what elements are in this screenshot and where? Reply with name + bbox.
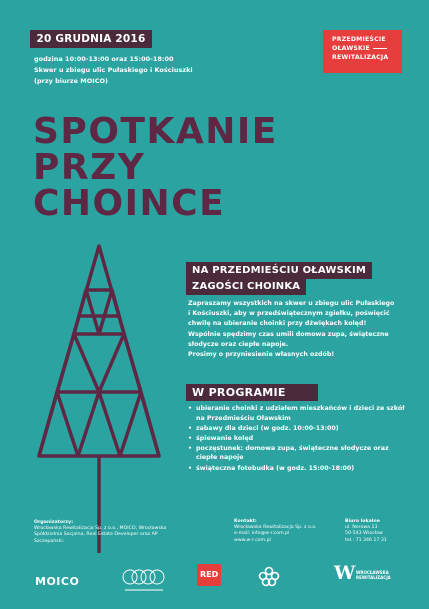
intro-text	[188, 299, 398, 360]
title-line1: SPOTKANIE	[33, 111, 278, 152]
circles-logo-icon	[121, 565, 167, 595]
christmas-tree-icon	[26, 238, 166, 558]
event-place-line1: Skwer u zbiegu ulic Pułaskiego i Kościuszki	[34, 66, 193, 74]
program-item: • śpiewanie kolęd	[186, 434, 412, 444]
footer-contact	[234, 519, 344, 544]
intro-paragraph: Zapraszamy wszystkich na skwer u zbiegu ulic Pułaskiego i Kościuszki, aby w przedświątecznym zgiełku, poświęcić chwilę na ubieranie choinki przy dźwiękach kolęd! Wspólnie spędzimy czas umili domowa zupa, świąteczne słodycze oraz ciepłe napoje.	[188, 300, 395, 348]
intro-request: Prosimy o przyniesienie własnych ozdób!	[188, 351, 335, 359]
przedmiescie-logo	[323, 30, 402, 73]
event-place-line2: (przy biurze MOICO)	[34, 77, 108, 85]
program-item: • zabawy dla dzieci (w godz. 10:00-13:00)	[186, 424, 412, 434]
wr-logo-mark: W	[334, 562, 356, 584]
moico-logo: MOICO	[35, 575, 80, 588]
event-info	[34, 54, 234, 87]
program-item: • poczęstunek: domowa zupa, świąteczne słodycze oraz ciepłe napoje	[186, 444, 412, 463]
title-line2: PRZY	[33, 147, 146, 188]
logo-line2: OŁAWSKIE	[332, 45, 370, 52]
event-hours: godzina 10:00-13:00 oraz 15:00-18:00	[34, 55, 174, 63]
date-badge: 20 GRUDNIA 2016	[30, 30, 152, 48]
page-title	[33, 111, 278, 224]
headline-line2: ZAGOŚCI CHOINKA	[186, 278, 306, 295]
contact-website[interactable]: www.w-r.com.pl	[234, 537, 271, 543]
title-line3: CHOINCE	[33, 183, 226, 224]
office-address: ul. Nerowa 13	[345, 525, 378, 531]
red-logo	[197, 564, 221, 586]
wr-logo-text: WROCŁAWSKA REWITALIZACJA	[356, 570, 391, 580]
organizers-text: Wrocławska Rewitalizacja Sp. z o.o., MOICO, Wrocławska Spółdzielnia Socjalna, Real Estate Developer oraz AP Szczepański.	[34, 526, 167, 544]
footer-office	[345, 519, 405, 544]
sponsor-logos	[0, 560, 429, 600]
logo-line3: REWITALIZACJA	[332, 54, 389, 61]
organizers-heading: Organizatorzy:	[34, 520, 74, 525]
headline-line1: NA PRZEDMIEŚCIU OŁAWSKIM	[186, 262, 372, 279]
logo-divider	[373, 48, 387, 49]
contact-line: Wrocławska Rewitalizacja Sp. z o.o.	[234, 525, 317, 531]
office-phone: tel.: 71 346 17 31	[345, 537, 387, 543]
program-list	[186, 404, 412, 474]
office-heading: Biuro lokalne	[345, 519, 380, 524]
contact-heading: Kontakt:	[234, 519, 257, 524]
program-heading: W PROGRAMIE	[186, 384, 318, 401]
footer-organizers	[34, 520, 184, 545]
logo-line1: PRZEDMIEŚCIE	[332, 36, 386, 43]
red-logo-label: RED	[200, 570, 219, 579]
program-item: • świąteczna fotobudka (w godz. 15:00-18:00)	[186, 464, 412, 474]
program-item: • ubieranie choinki z udziałem mieszkańców i dzieci ze szkół na Przedmieściu Oławskim	[186, 404, 412, 423]
contact-email[interactable]: e-mail: info@w-r.com.pl	[234, 531, 290, 537]
flower-logo-icon	[258, 566, 280, 590]
office-city: 50-543 Wrocław	[345, 531, 383, 537]
